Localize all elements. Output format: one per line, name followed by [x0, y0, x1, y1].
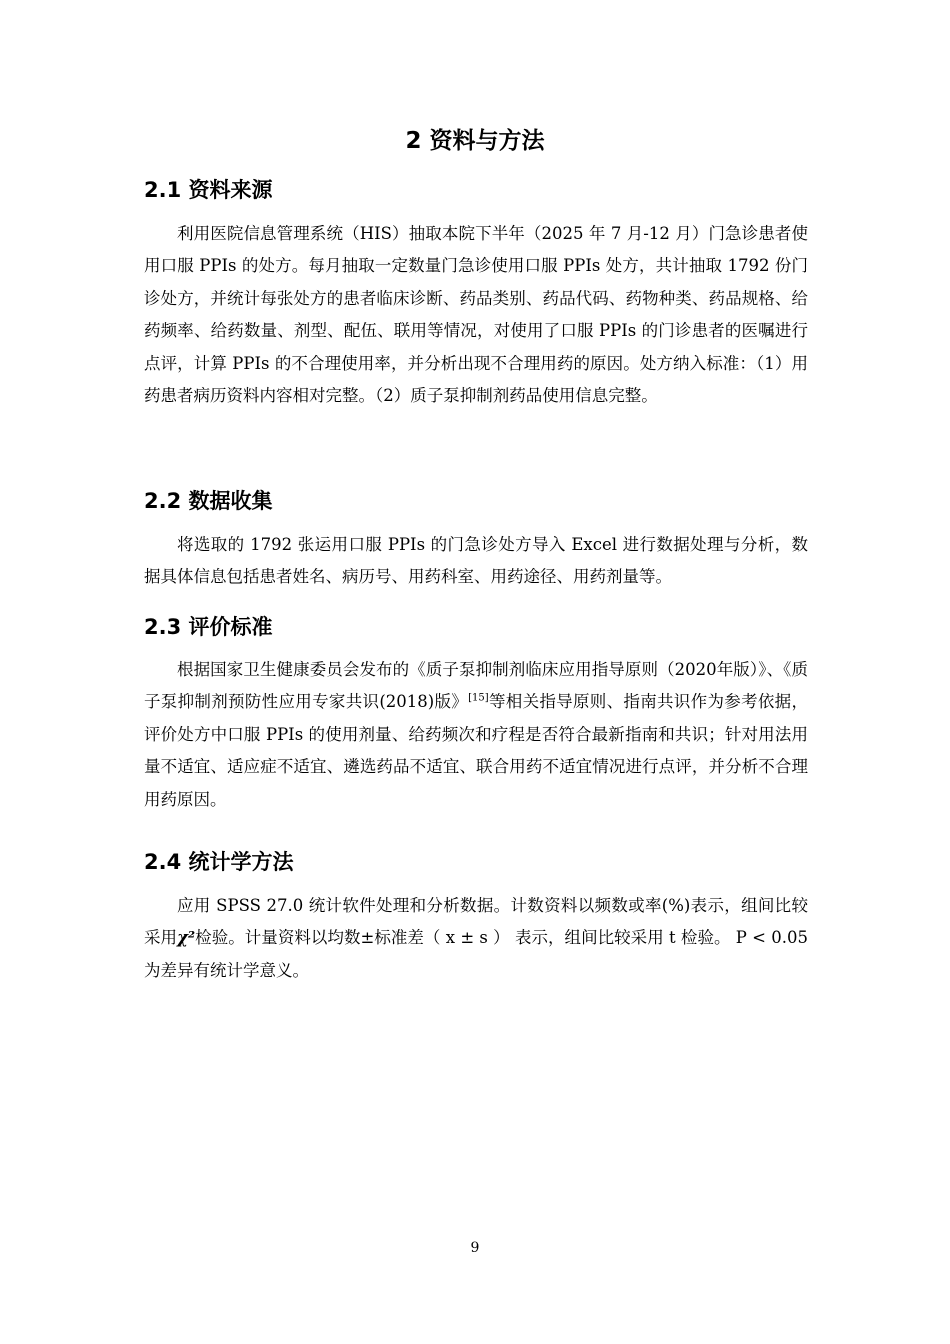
section-heading-2-4: 2.4 统计学方法	[144, 850, 294, 874]
paragraph-text: 检验。计量资料以均数±标准差（ x ± s ） 表示，组间比较采用 t 检验。 P < 0.05 为差异有统计学意义。	[144, 928, 808, 980]
paragraph-text: 根据国家卫生健康委员会发布的《质子泵抑制剂临床应用指导原则（2020年版）》、《质子泵抑制剂预防性应用专家共识(2018)版》	[144, 660, 808, 712]
section-paragraph-2-3	[144, 654, 808, 816]
section-paragraph-2-1: 利用医院信息管理系统（HIS）抽取本院下半年（2025 年 7 月-12 月）门急诊患者使用口服 PPIs 的处方。每月抽取一定数量门急诊使用口服 PPIs 处方，共计抽取 1792 份门诊处方，并统计每张处方的患者临床诊断、药品类别、药品代码、药物种类、药品规格、给药频率、给药数量、剂型、配伍、联用等情况，对使用了口服 PPIs 的门诊患者的医嘱进行点评，计算 PPIs 的不合理使用率，并分析出现不合理用药的原因。处方纳入标准：（1）用药患者病历资料内容相对完整。（2）质子泵抑制剂药品使用信息完整。	[144, 224, 808, 406]
chapter-title: 2 资料与方法	[405, 128, 545, 154]
citation-reference: [15]	[468, 692, 489, 704]
paragraph-text: 应用 SPSS 27.0 统计软件处理和分析数据。计数资料以频数或率(%)表示，组间比较采用	[144, 896, 808, 948]
chi-square-symbol: χ²	[177, 928, 196, 948]
page-number: 9	[470, 1240, 480, 1256]
section-paragraph-2-4	[144, 890, 808, 987]
section-heading-2-3: 2.3 评价标准	[144, 615, 273, 639]
section-heading-2-1: 2.1 资料来源	[144, 178, 273, 202]
section-heading-2-2: 2.2 数据收集	[144, 489, 273, 513]
paragraph-text: 等相关指导原则、指南共识作为参考依据，评价处方中口服 PPIs 的使用剂量、给药频次和疗程是否符合最新指南和共识；针对用法用量不适宜、适应症不适宜、遴选药品不适宜、联合用药不适宜情况进行点评，并分析不合理用药原因。	[144, 692, 808, 809]
section-paragraph-2-2: 将选取的 1792 张运用口服 PPIs 的门急诊处方导入 Excel 进行数据处理与分析，数据具体信息包括患者姓名、病历号、用药科室、用药途径、用药剂量等。	[144, 535, 808, 587]
